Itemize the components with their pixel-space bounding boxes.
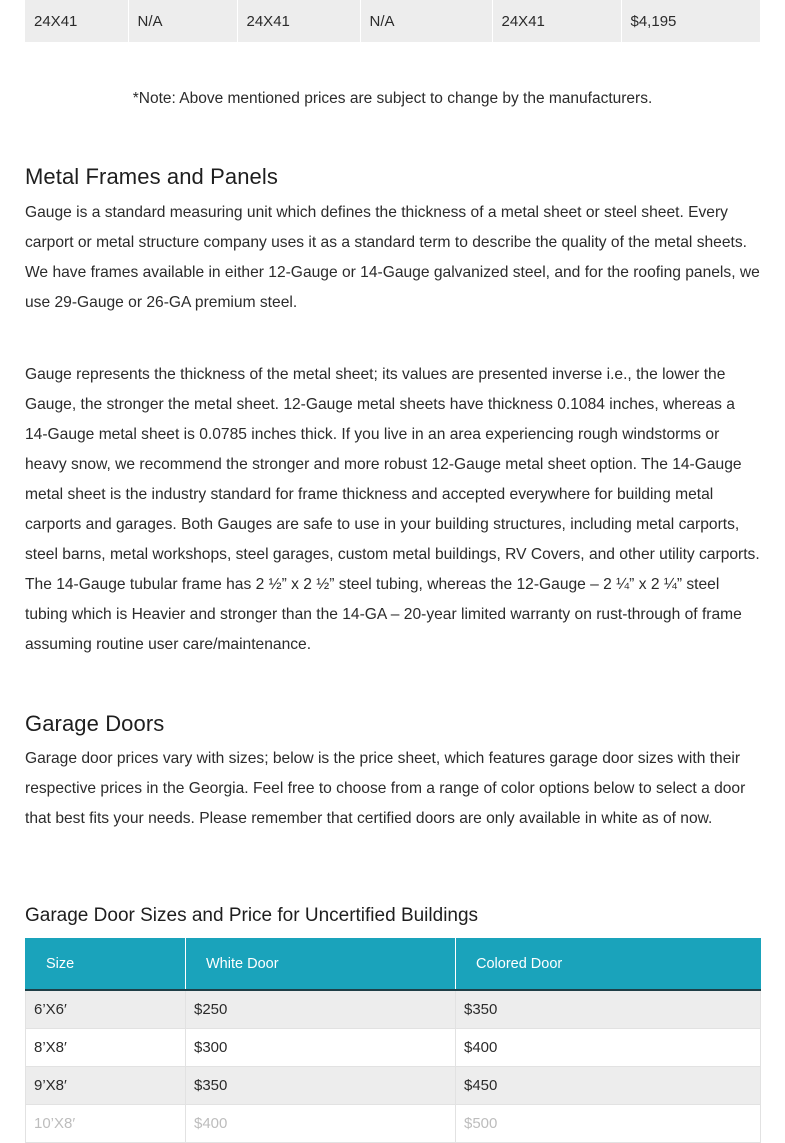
table-row (26, 990, 761, 1028)
column-header-size: Size (26, 938, 186, 990)
colored-price-cell: $450 (456, 1066, 761, 1104)
table-cell: N/A (128, 0, 237, 42)
size-cell: 9’X8′ (26, 1066, 186, 1104)
table-cell: 24X41 (237, 0, 360, 42)
size-cell: 6’X6′ (26, 990, 186, 1028)
table-cell: 24X41 (492, 0, 621, 42)
column-header-white-door: White Door (186, 938, 456, 990)
garage-section-heading: Garage Doors (25, 711, 165, 736)
white-price-cell: $350 (186, 1066, 456, 1104)
metal-section-heading: Metal Frames and Panels (25, 164, 278, 189)
size-cell: 8’X8′ (26, 1028, 186, 1066)
table-row (26, 1028, 761, 1066)
colored-price-cell: $400 (456, 1028, 761, 1066)
table-row (26, 1104, 761, 1142)
white-price-cell: $400 (186, 1104, 456, 1142)
table-row (26, 1066, 761, 1104)
colored-price-cell: $500 (456, 1104, 761, 1142)
size-cell: 10’X8′ (26, 1104, 186, 1142)
white-price-cell: $300 (186, 1028, 456, 1066)
table-cell: 24X41 (25, 0, 128, 42)
table-cell: N/A (360, 0, 492, 42)
metal-paragraph-2: Gauge represents the thickness of the metal sheet; its values are presented inverse i.e., the lower the Gauge, the stronger the metal sheet. 12-Gauge metal sheets have thickness 0.1084 inches, whereas a 14-Gauge metal sheet is 0.0785 inches thick. If you live in an area experiencing rough windstorms or heavy snow, we recommend the stronger and more robust 12-Gauge metal sheet option. The 14-Gauge metal sheet is the industry standard for frame thickness and accepted everywhere for building metal carports and garages. Both Gauges are safe to use in your building structures, including metal carports, steel barns, metal workshops, steel garages, custom metal buildings, RV Covers, and other utility carports. The 14-Gauge tubular frame has 2 ½” x 2 ½” steel tubing, whereas the 12-Gauge – 2 ¼” x 2 ¼” steel tubing which is Heavier and stronger than the 14-GA – 20-year limited warranty on rust-through of frame assuming routine user care/maintenance. (25, 366, 760, 653)
table-cell: $4,195 (621, 0, 760, 42)
previous-price-table (25, 0, 760, 42)
table-header-row (26, 938, 761, 990)
metal-paragraph-1: Gauge is a standard measuring unit which defines the thickness of a metal sheet or steel sheet. Every carport or metal structure company uses it as a standard term to describe the quality of the metal sheets. We have frames available in either 12-Gauge or 14-Gauge galvanized steel, and for the roofing panels, we use 29-Gauge or 26-GA premium steel. (25, 204, 760, 311)
price-note: *Note: Above mentioned prices are subject to change by the manufacturers. (132, 90, 653, 107)
colored-price-cell: $350 (456, 990, 761, 1028)
column-header-colored-door: Colored Door (456, 938, 761, 990)
white-price-cell: $250 (186, 990, 456, 1028)
garage-door-price-table (25, 938, 761, 1143)
door-table-title: Garage Door Sizes and Price for Uncertified Buildings (25, 905, 479, 926)
table-row (25, 0, 760, 42)
garage-paragraph: Garage door prices vary with sizes; below is the price sheet, which features garage door sizes with their respective prices in the Georgia. Feel free to choose from a range of color options below to select a door that best fits your needs. Please remember that certified doors are only available in white as of now. (25, 750, 746, 827)
